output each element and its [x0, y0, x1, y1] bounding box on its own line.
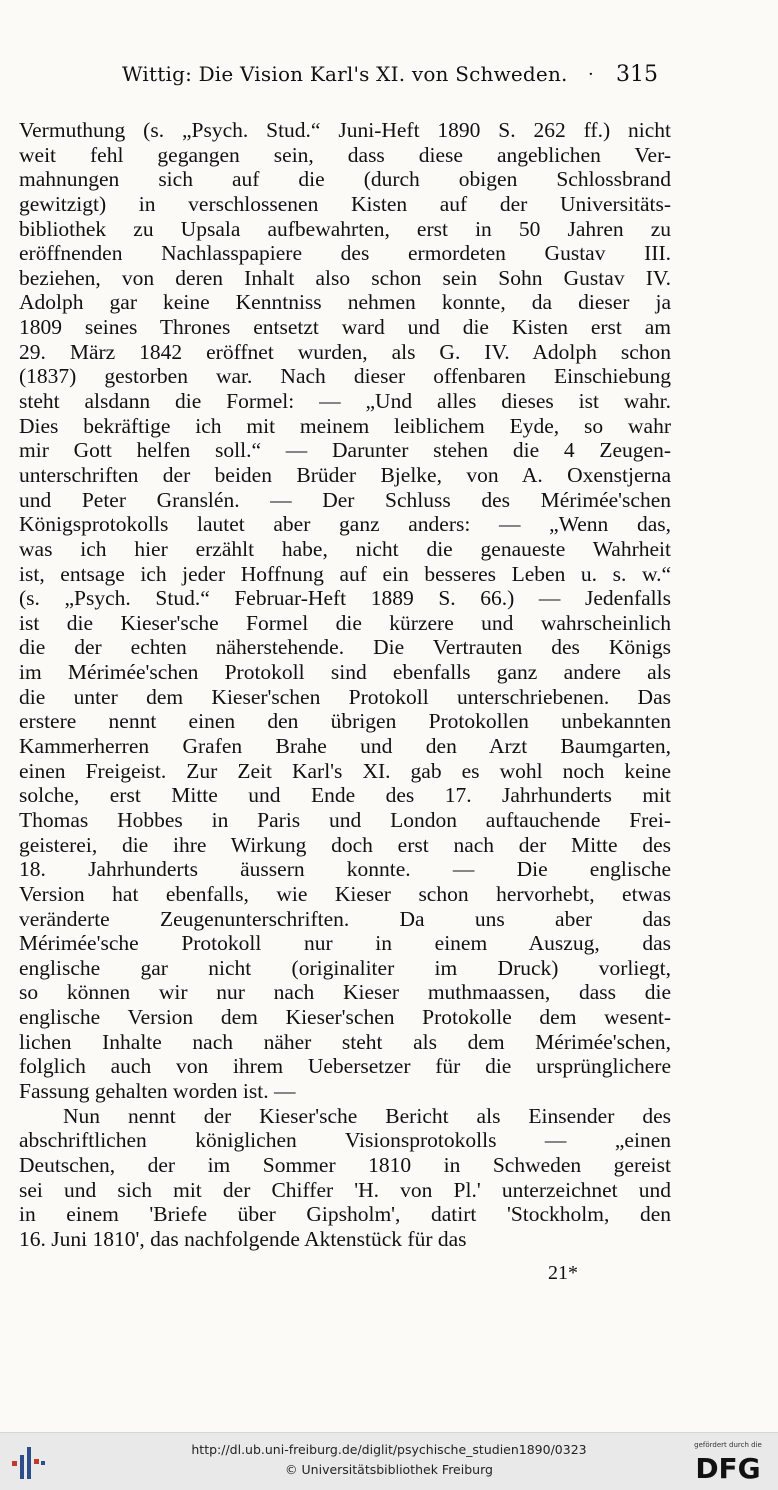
dfg-note: gefördert durch die: [694, 1441, 762, 1449]
text-line: 16. Juni 1810', das nachfolgende Aktenstück für das: [19, 1226, 467, 1251]
text-line: veränderte Zeugenunterschriften. Da uns aber das: [19, 906, 671, 931]
text-line: die unter dem Kieser'schen Protokoll unterschriebenen. Das: [19, 684, 671, 709]
text-line: Vermuthung (s. „Psych. Stud.“ Juni-Heft 1890 S. 262 ff.) nicht: [19, 118, 671, 142]
running-header: [0, 62, 778, 92]
dfg-logo-icon: [688, 1451, 768, 1483]
text-line: Adolph gar keine Kenntniss nehmen konnte, da dieser ja: [19, 290, 671, 315]
text-line: sei und sich mit der Chiffer 'H. von Pl.' unterzeichnet und: [19, 1177, 671, 1202]
viewer-footer: [0, 1432, 778, 1490]
text-line: Deutschen, der im Sommer 1810 in Schweden gereist: [19, 1152, 671, 1177]
text-line: 18. Jahrhunderts äussern konnte. — Die englische: [19, 857, 671, 882]
body-text: [19, 118, 671, 1251]
text-line: gewitzigt) in verschlossenen Kisten auf der Universitäts-: [19, 191, 671, 216]
text-line: 1809 seines Thrones entsetzt ward und die Kisten erst am: [19, 315, 671, 340]
text-line: Dies bekräftige ich mit meinem leiblichem Eyde, so wahr: [19, 413, 671, 438]
text-line: was ich hier erzählt habe, nicht die genaueste Wahrheit: [19, 536, 671, 561]
text-line: Nun nennt der Kieser'sche Bericht als Einsender des: [63, 1103, 671, 1128]
text-line: bibliothek zu Upsala aufbewahrten, erst in 50 Jahren zu: [19, 216, 671, 241]
text-line: Version hat ebenfalls, wie Kieser schon hervorhebt, etwas: [19, 881, 671, 906]
text-line: Thomas Hobbes in Paris und London auftauchende Frei-: [19, 807, 671, 832]
text-line: geisterei, die ihre Wirkung doch erst nach der Mitte des: [19, 832, 671, 857]
dfg-logo-text: DFG: [695, 1452, 761, 1483]
page-number: 315: [616, 62, 658, 87]
text-line: mahnungen sich auf die (durch obigen Schlossbrand: [19, 167, 671, 192]
text-line: 29. März 1842 eröffnet wurden, als G. IV. Adolph schon: [19, 339, 671, 364]
text-line: beziehen, von deren Inhalt also schon sein Sohn Gustav IV.: [19, 265, 671, 290]
text-line: englische Version dem Kieser'schen Protokolle dem wesent-: [19, 1005, 671, 1030]
text-line: so können wir nur nach Kieser muthmaassen, dass die: [19, 980, 671, 1005]
text-line: einen Freigeist. Zur Zeit Karl's XI. gab es wohl noch keine: [19, 758, 671, 783]
text-line: (s. „Psych. Stud.“ Februar-Heft 1889 S. 66.) — Jedenfalls: [19, 586, 671, 611]
text-line: die der echten näherstehende. Die Vertrauten des Königs: [19, 635, 671, 660]
text-line: ist die Kieser'sche Formel die kürzere und wahrscheinlich: [19, 610, 671, 635]
text-line: Fassung gehalten worden ist. —: [19, 1078, 296, 1103]
source-url-link[interactable]: http://dl.ub.uni-freiburg.de/diglit/psychische_studien1890/0323: [191, 1442, 587, 1457]
text-line: unterschriften der beiden Brüder Bjelke, von A. Oxenstjerna: [19, 462, 671, 487]
text-line: und Peter Granslén. — Der Schluss des Mérimée'schen: [19, 487, 671, 512]
text-line: erstere nennt einen den übrigen Protokollen unbekannten: [19, 709, 671, 734]
text-line: weit fehl gegangen sein, dass diese angeblichen Ver-: [19, 142, 671, 167]
text-line: Kammerherren Grafen Brahe und den Arzt Baumgarten,: [19, 734, 671, 759]
text-line: steht alsdann die Formel: — „Und alles dieses ist wahr.: [19, 389, 671, 414]
header-title: Wittig: Die Vision Karl's XI. von Schweden.: [122, 62, 568, 86]
text-line: im Mérimée'schen Protokoll sind ebenfalls ganz andere als: [19, 660, 671, 685]
text-line: lichen Inhalte nach näher steht als dem Mérimée'schen,: [19, 1029, 671, 1054]
text-line: solche, erst Mitte und Ende des 17. Jahrhunderts mit: [19, 783, 671, 808]
text-line: Königsprotokolls lautet aber ganz anders: — „Wenn das,: [19, 512, 671, 537]
text-line: Mérimée'sche Protokoll nur in einem Auszug, das: [19, 931, 671, 956]
text-line: ist, entsage ich jeder Hoffnung auf ein besseres Leben u. s. w.“: [19, 561, 671, 586]
text-line: (1837) gestorben war. Nach dieser offenbaren Einschiebung: [19, 364, 671, 389]
signature-mark: 21*: [548, 1262, 578, 1284]
text-line: folglich auch von ihrem Uebersetzer für die ursprünglichere: [19, 1054, 671, 1079]
text-line: englische gar nicht (originaliter im Druck) vorliegt,: [19, 955, 671, 980]
header-dot: ·: [588, 64, 594, 85]
text-line: abschriftlichen königlichen Visionsprotokolls — „einen: [19, 1128, 671, 1153]
text-line: eröffnenden Nachlasspapiere des ermordeten Gustav III.: [19, 241, 671, 266]
text-line: in einem 'Briefe über Gipsholm', datirt 'Stockholm, den: [19, 1202, 671, 1227]
copyright-text: © Universitätsbibliothek Freiburg: [285, 1462, 493, 1477]
text-line: mir Gott helfen soll.“ — Darunter stehen die 4 Zeugen-: [19, 438, 671, 463]
